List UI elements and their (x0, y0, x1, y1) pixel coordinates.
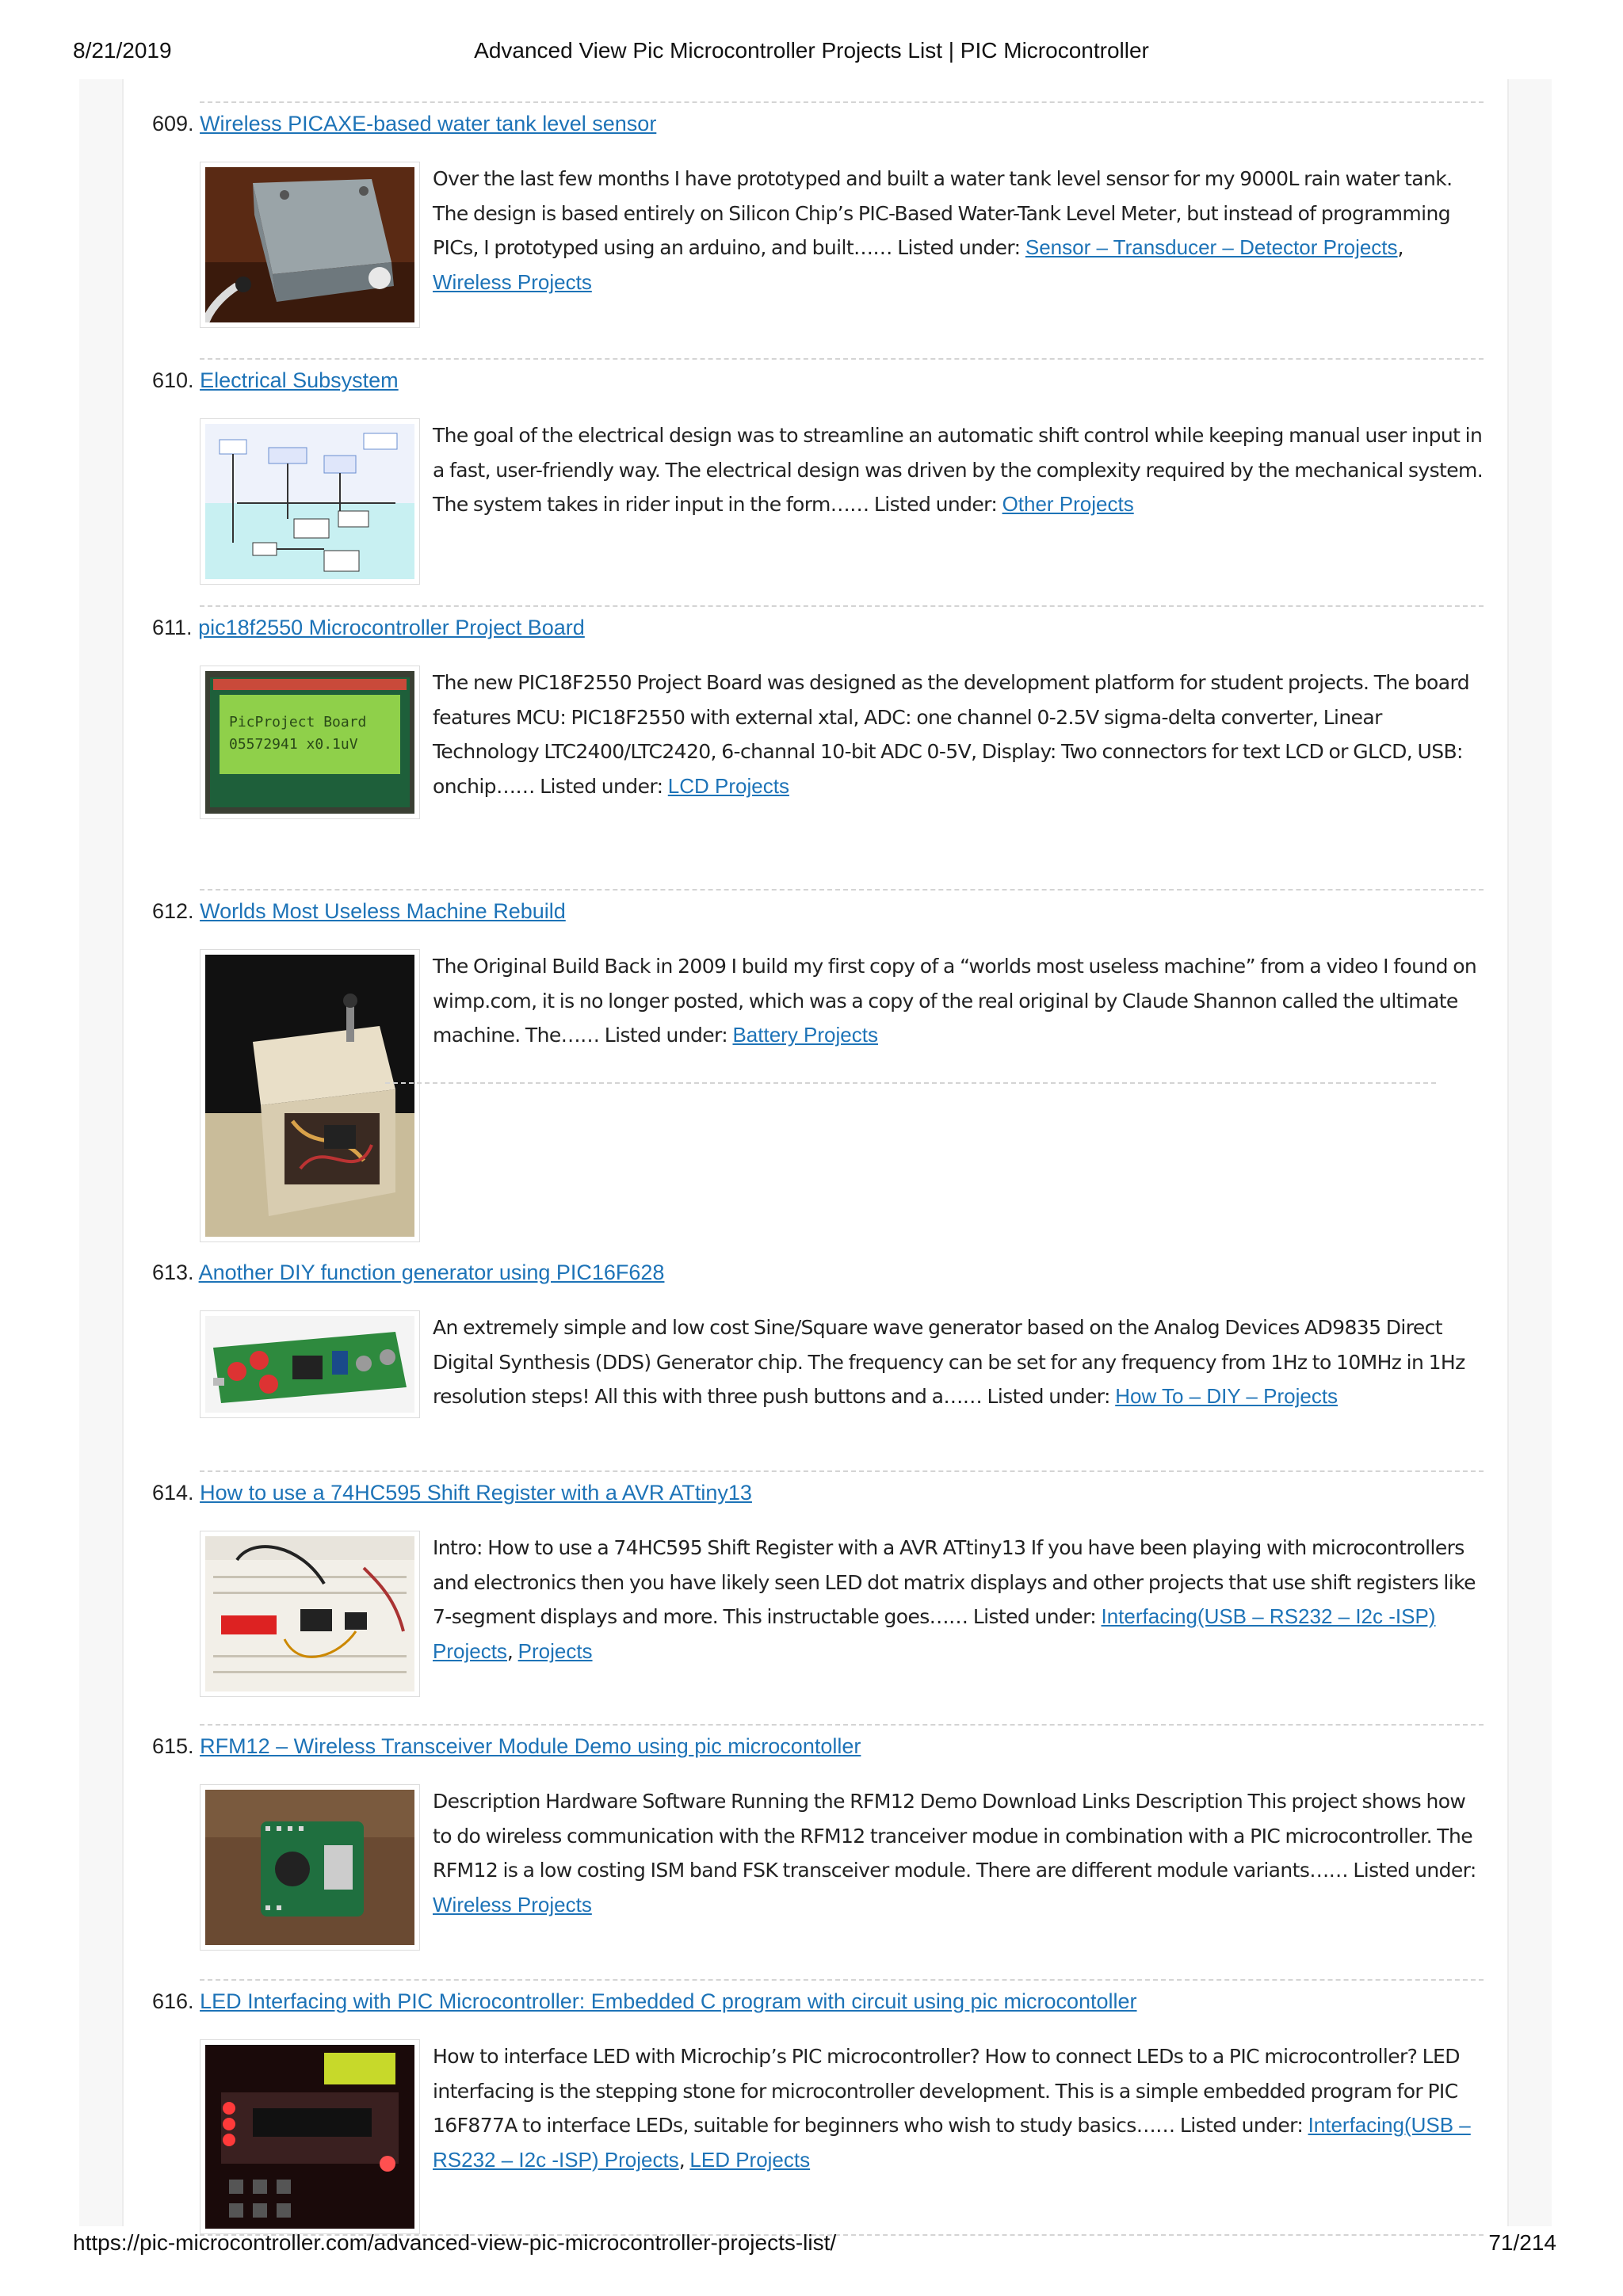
shift-register-breadboard-photo (205, 1536, 414, 1691)
entry-heading (152, 1472, 1484, 1513)
lcd-line-2: 05572941 x0.1uV (229, 736, 358, 753)
useless-machine-photo (205, 955, 414, 1237)
entry-body (152, 1310, 1484, 1414)
entry-description: Intro: How to use a 74HC595 Shift Register with a AVR ATtiny13 If you have been playing with microcontrollers and electronics then you have likely seen LED dot matrix displays and other projects that use shift registers like 7-segment displays and more. This instructable goes…… Listed under: Interfacing(USB – RS232 – I2c -ISP) Projects, Projects (433, 1536, 1476, 1663)
project-thumbnail[interactable] (200, 162, 420, 328)
print-date: 8/21/2019 (73, 38, 172, 63)
project-thumbnail[interactable] (200, 1784, 420, 1951)
entry-number: 613. (152, 1261, 194, 1284)
entry-heading (152, 891, 1484, 932)
entry-description: The new PIC18F2550 Project Board was designed as the development platform for student projects. The board features MCU: PIC18F2550 with external xtal, ADC: one channel 0-2.5V sigma-delta converter, Linear Technology LTC2400/LTC2420, 6-channal 10-bit ADC 0-5V, Display: Two connectors for text LCD or GLCD, USB: onchip…… Listed under: LCD Projects (433, 671, 1469, 798)
entry-body (152, 1784, 1484, 1922)
category-link[interactable]: Wireless Projects (433, 269, 592, 294)
entry-description: Description Hardware Software Running the RFM12 Demo Download Links Description This project shows how to do wireless communication with the RFM12 tranceiver modue in combination with a PIC microcontroller. The RFM12 is a low costing ISM band FSK transceiver module. There are different module variants…… Listed under: Wireless Projects (433, 1790, 1476, 1917)
project-thumbnail[interactable] (200, 1310, 420, 1418)
project-thumbnail[interactable] (200, 418, 420, 585)
project-list (152, 101, 1484, 2236)
entry-title-link[interactable]: Worlds Most Useless Machine Rebuild (200, 899, 566, 923)
function-generator-board-photo (205, 1316, 414, 1413)
entry-heading (152, 360, 1484, 401)
project-thumbnail[interactable] (200, 2039, 420, 2234)
entry-body (152, 1531, 1484, 1669)
page-url: https://pic-microcontroller.com/advanced-view-pic-microcontroller-projects-list/ (73, 2230, 837, 2255)
entry-title-link[interactable]: Another DIY function generator using PIC16F628 (198, 1261, 665, 1284)
entry-number: 614. (152, 1481, 194, 1505)
entry-number: 616. (152, 1989, 194, 2013)
entry-body (152, 666, 1484, 803)
entry-body (152, 2039, 1484, 2177)
page-number: 71/214 (1488, 2230, 1556, 2255)
project-entry-612 (152, 891, 1484, 1252)
page-title: Advanced View Pic Microcontroller Projects List | PIC Microcontroller (474, 38, 1149, 63)
category-link[interactable]: Interfacing(USB – RS232 – I2c -ISP) Projects (433, 2113, 1471, 2172)
entry-heading (152, 1981, 1484, 2022)
entry-body (152, 418, 1484, 522)
entry-heading (152, 1726, 1484, 1767)
project-entry-610 (152, 360, 1484, 605)
entry-title-link[interactable]: LED Interfacing with PIC Microcontroller: Embedded C program with circuit using pic microcontoller (200, 1989, 1137, 2013)
water-tank-sensor-photo (205, 167, 414, 322)
entry-description: The goal of the electrical design was to streamline an automatic shift control while keeping manual user input in a fast, user-friendly way. The electrical design was driven by the complexity required by the mechanical system. The system takes in rider input in the form…… Listed under: Other Projects (433, 424, 1484, 516)
entry-description: How to interface LED with Microchip’s PIC microcontroller? How to connect LEDs to a PIC microcontroller? LED interfacing is the stepping stone for microcontroller development. This is a simple embedded program for PIC 16F877A to interface LEDs, suitable for beginners who wish to study basics…… Listed under: Interfacing(USB – RS232 – I2c -ISP) Projects, LED Projects (433, 2045, 1471, 2172)
category-link[interactable]: LCD Projects (667, 773, 789, 798)
entry-title-link[interactable]: Electrical Subsystem (200, 368, 399, 392)
led-pic-board-photo (205, 2045, 414, 2229)
category-link[interactable]: Sensor – Transducer – Detector Projects (1025, 235, 1398, 259)
entry-description: The Original Build Back in 2009 I build my first copy of a “worlds most useless machine” from a video I found on wimp.com, it is no longer posted, which was a copy of the real original by Claude Shannon called the ultimate machine. The…… Listed under: Battery Projects (433, 955, 1477, 1047)
page-footer (0, 2230, 1623, 2262)
project-entry-616 (152, 1981, 1484, 2234)
entry-title-link[interactable]: Wireless PICAXE-based water tank level sensor (200, 112, 657, 135)
project-entry-615 (152, 1726, 1484, 1979)
entry-body (152, 162, 1484, 299)
entry-number: 615. (152, 1734, 194, 1758)
page-header (0, 38, 1623, 70)
rfm12-module-photo (205, 1790, 414, 1945)
entry-heading (152, 103, 1484, 144)
project-thumbnail[interactable] (200, 949, 420, 1242)
entry-heading (152, 1252, 1484, 1293)
project-thumbnail[interactable] (200, 1531, 420, 1697)
project-thumbnail[interactable] (200, 666, 420, 819)
page-frame-right (1507, 79, 1552, 2226)
entry-description: Over the last few months I have prototyped and built a water tank level sensor for my 9000L rain water tank. The design is based entirely on Silicon Chip’s PIC-Based Water-Tank Level Meter, but instead of programming PICs, I prototyped using an arduino, and built…… Listed under: Sensor – Transducer – Detector Projects, Wireless Projects (433, 167, 1453, 294)
project-entry-611 (152, 607, 1484, 889)
entry-number: 612. (152, 899, 194, 923)
inner-separator (385, 1082, 1436, 1084)
entry-number: 609. (152, 112, 194, 135)
entry-number: 611. (152, 616, 193, 639)
entry-number: 610. (152, 368, 194, 392)
project-entry-614 (152, 1472, 1484, 1724)
category-link[interactable]: How To – DIY – Projects (1115, 1384, 1338, 1408)
entry-title-link[interactable]: RFM12 – Wireless Transceiver Module Demo using pic microcontoller (200, 1734, 861, 1758)
category-link[interactable]: Projects (517, 1638, 593, 1663)
category-link[interactable]: LED Projects (689, 2147, 811, 2172)
lcd-line-1: PicProject Board (229, 714, 367, 730)
entry-description: An extremely simple and low cost Sine/Square wave generator based on the Analog Devices AD9835 Direct Digital Synthesis (DDS) Generator chip. The frequency can be set for any frequency from 1Hz to 10MHz in 1Hz resolution steps! All this with three push buttons and a…… Listed under: How To – DIY – Projects (433, 1316, 1465, 1408)
entry-title-link[interactable]: How to use a 74HC595 Shift Register with a AVR ATtiny13 (200, 1481, 752, 1505)
entry-body (152, 949, 1484, 1053)
category-link[interactable]: Other Projects (1002, 492, 1134, 516)
category-link[interactable]: Interfacing(USB – RS232 – I2c -ISP) Projects (433, 1604, 1436, 1663)
category-link[interactable]: Battery Projects (732, 1023, 878, 1047)
category-link[interactable]: Wireless Projects (433, 1892, 592, 1917)
project-entry-609 (152, 103, 1484, 358)
entry-title-link[interactable]: pic18f2550 Microcontroller Project Board (198, 616, 585, 639)
project-entry-613 (152, 1252, 1484, 1470)
entry-heading (152, 607, 1484, 648)
lcd-project-board-photo (205, 671, 414, 814)
page-frame-left (79, 79, 124, 2226)
electrical-block-diagram-image (205, 424, 414, 579)
